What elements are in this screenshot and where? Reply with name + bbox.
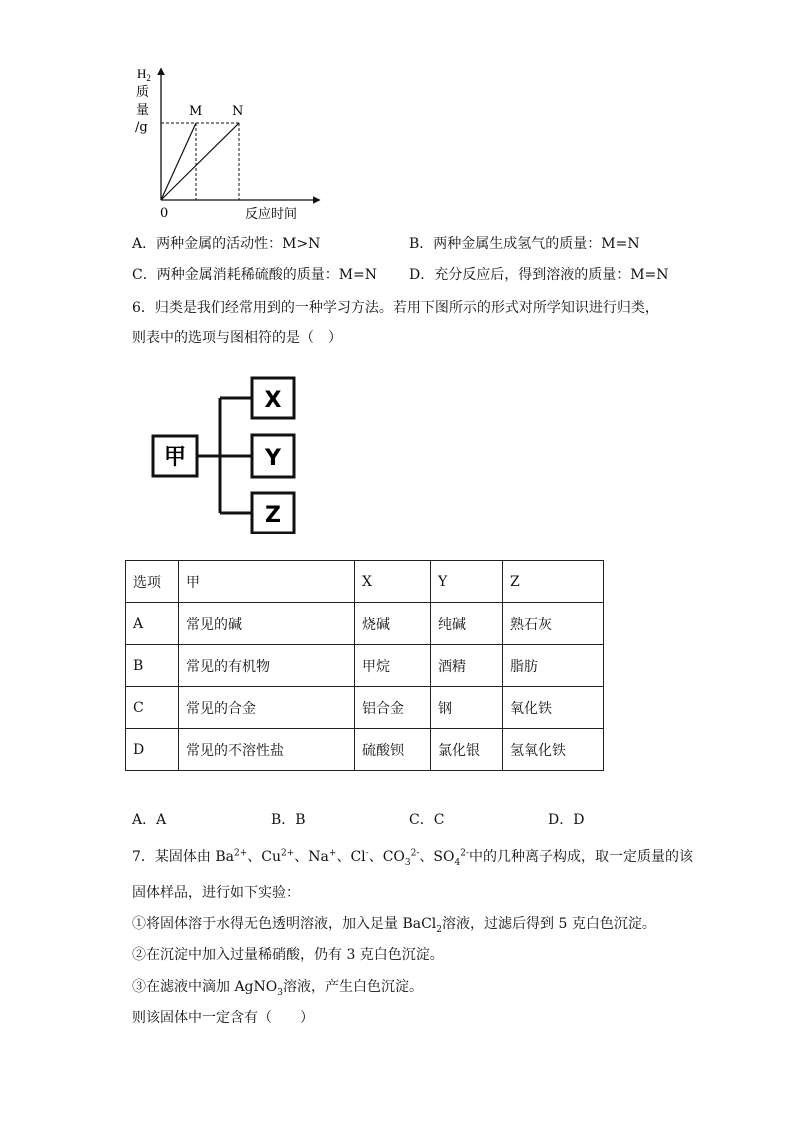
table-cell: 氢氧化铁	[503, 729, 604, 771]
table-row	[126, 687, 604, 729]
table-cell: 熟石灰	[503, 603, 604, 645]
q6-stem-line1: 6．归类是我们经常用到的一种学习方法。若用下图所示的形式对所学知识进行归类，	[132, 300, 659, 316]
classification-tree	[148, 372, 308, 534]
table-cell: 烧碱	[355, 603, 431, 645]
q5-option-b: B．两种金属生成氢气的质量：M=N	[409, 236, 640, 252]
q7-stem-line1: 7．某固体由 $Ba^{2+}$、$Cu^{2+}$、Na+、Cl-、$CO_3^{2-}$、$SO_4^{2-}$中的几种离子构成，取一定质量的该	[132, 848, 694, 868]
table-cell: 氯化银	[431, 729, 503, 771]
q6-stem-line2: 则表中的选项与图相符的是（ ）	[132, 330, 342, 346]
table-cell: 甲烷	[355, 645, 431, 687]
m-label: M	[189, 104, 203, 119]
curve-n	[161, 123, 239, 200]
q6-option-b: B．B	[271, 812, 306, 828]
z-label: Z	[265, 503, 281, 528]
table-row	[126, 603, 604, 645]
x-label: X	[264, 388, 282, 413]
q7-step2: ②在沉淀中加入过量稀硝酸，仍有 3 克白色沉淀。	[132, 947, 444, 963]
table-cell: 常见的有机物	[179, 645, 355, 687]
table-cell: D	[126, 729, 179, 771]
hydrogen-mass-graph	[128, 60, 328, 230]
y-label-1: 质	[136, 85, 150, 100]
y-label-3: /g	[135, 120, 148, 135]
y-label-2: 量	[136, 103, 150, 118]
table-cell: 酒精	[431, 645, 503, 687]
table-cell: C	[126, 687, 179, 729]
origin-label: 0	[160, 206, 169, 221]
options-table	[125, 560, 604, 771]
table-cell: 常见的合金	[179, 687, 355, 729]
table-cell: 硫酸钡	[355, 729, 431, 771]
header-cell: Z	[503, 561, 604, 603]
q7-stem-line2: 固体样品，进行如下实验：	[132, 885, 300, 901]
q6-option-d: D．D	[548, 812, 585, 828]
q5-option-c: C．两种金属消耗稀硫酸的质量：M=N	[132, 267, 378, 283]
table-row	[126, 645, 604, 687]
table-cell: 钢	[431, 687, 503, 729]
q7-step1: ①将固体溶于水得无色透明溶液，加入足量 BaCl$_2$溶液，过滤后得到 5 克白色沉淀。	[132, 916, 656, 935]
table-cell: 铝合金	[355, 687, 431, 729]
table-header-row	[126, 561, 604, 603]
header-cell: 甲	[179, 561, 355, 603]
x-label: 反应时间	[245, 207, 298, 222]
n-label: N	[232, 104, 244, 119]
table-cell: 常见的不溶性盐	[179, 729, 355, 771]
table-cell: 脂肪	[503, 645, 604, 687]
curve-m	[161, 123, 196, 200]
table-cell: 氧化铁	[503, 687, 604, 729]
q5-option-d: D．充分反应后，得到溶液的质量：M=N	[409, 267, 669, 283]
table-cell: A	[126, 603, 179, 645]
table-cell: 纯碱	[431, 603, 503, 645]
table-cell: B	[126, 645, 179, 687]
q7-step3: ③在滤液中滴加 AgNO$_3$溶液，产生白色沉淀。	[132, 979, 423, 998]
header-cell: 选项	[126, 561, 179, 603]
q6-option-c: C．C	[409, 812, 445, 828]
q7-question: 则该固体中一定含有（ ）	[132, 1010, 314, 1026]
q5-option-a: A．两种金属的活动性：M>N	[132, 236, 321, 252]
header-cell: X	[355, 561, 431, 603]
table-cell: 常见的碱	[179, 603, 355, 645]
table-row	[126, 729, 604, 771]
root-label: 甲	[163, 444, 187, 470]
q6-option-a: A．A	[132, 812, 167, 828]
y-label: Y	[265, 446, 281, 471]
header-cell: Y	[431, 561, 503, 603]
y-label-h: $H_2$	[137, 66, 151, 83]
